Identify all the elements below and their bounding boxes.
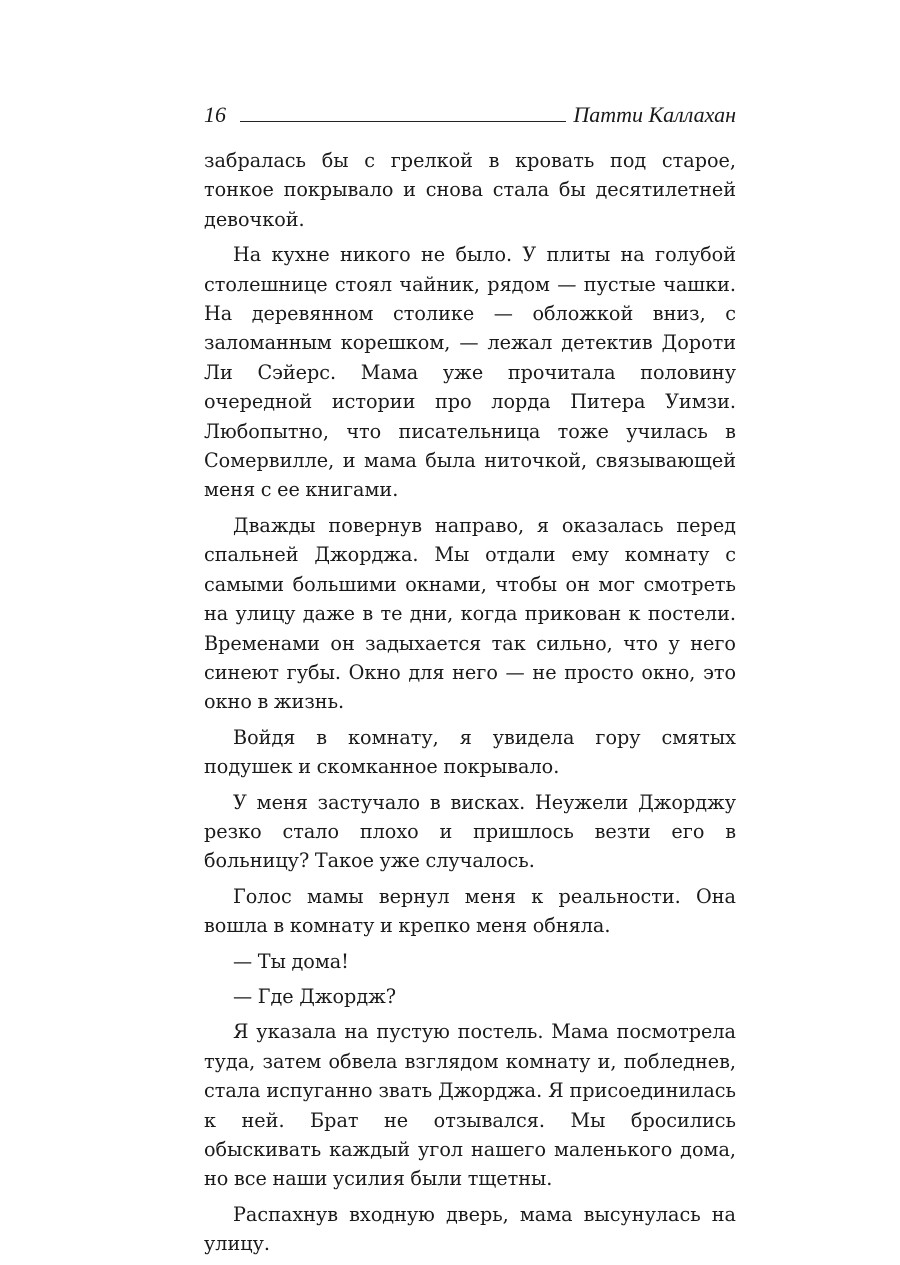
author-name: Патти Каллахан [573, 102, 736, 127]
paragraph: На кухне никого не было. У плиты на голубой столешнице стоял чайник, рядом — пустые чашки. На деревянном столике — обложкой вниз, с заломанным корешком, — лежал детектив Дороти Ли Сэйерс. Мама уже прочитала половину очередной истории про лорда Питера Уимзи. Любопытно, что писательница тоже училась в Сомервилле, и мама была ниточкой, связывающей меня с ее книгами. [204, 243, 736, 502]
header-rule [240, 121, 566, 122]
page-number: 16 [204, 102, 226, 127]
paragraph: Распахнув входную дверь, мама высунулась на улицу. [204, 1202, 736, 1256]
dialogue-line: — Ты дома! [233, 949, 349, 973]
paragraph: Голос мамы вернул меня к реальности. Она вошла в комнату и крепко меня обняла. [204, 884, 736, 938]
dialogue-line: — Где Джордж? [233, 984, 397, 1008]
paragraph: Войдя в комнату, я увидела гору смятых подушек и скомканное покрывало. [204, 725, 736, 779]
running-head [204, 100, 736, 130]
paragraph: У меня застучало в висках. Неужели Джорджу резко стало плохо и пришлось везти его в больницу? Такое уже случалось. [204, 790, 736, 873]
body-text [204, 146, 736, 1265]
paragraph: забралась бы с грелкой в кровать под старое, тонкое покрывало и снова стала бы десятилетней девочкой. [204, 149, 736, 231]
paragraph: Дважды повернув направо, я оказалась перед спальней Джорджа. Мы отдали ему комнату с самыми большими окнами, чтобы он мог смотреть на улицу даже в те дни, когда прикован к постели. Временами он задыхается так сильно, что у него синеют губы. Окно для него — не просто окно, это окно в жизнь. [204, 513, 736, 714]
paragraph: Я указала на пустую постель. Мама посмотрела туда, затем обвела взглядом комнату и, побледнев, стала испуганно звать Джорджа. Я присоединилась к ней. Брат не отзывался. Мы бросились обыскивать каждый угол нашего маленького дома, но все наши усилия были тщетны. [204, 1020, 736, 1191]
